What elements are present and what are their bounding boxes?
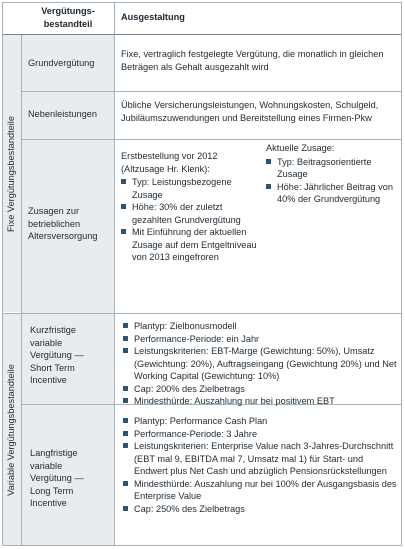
bullet-icon	[266, 159, 271, 164]
list-item: Leistungskriterien: EBT-Marge (Gewichtung: 50%), Umsatz (Gewichtung: 20%), Auftragseingang (Gewichtung 20%) und Net Working Capital (Gewichtung: 10%)	[123, 345, 397, 383]
pension-legacy-block	[121, 150, 261, 264]
bullet-icon	[121, 179, 126, 184]
pension-current-block	[266, 142, 398, 206]
row-label-pension: Zusagen zur betrieblichen Altersversorgung	[28, 206, 98, 242]
row-text-base-pay: Fixe, vertraglich festgelegte Vergütung, die monatlich in gleichen Beträgen als Gehalt ausgezahlt wird	[121, 49, 384, 72]
header-component-line2: bestandteil	[43, 18, 93, 29]
header-divider	[2, 34, 402, 35]
label-col-divider	[114, 2, 115, 546]
bullet-icon	[123, 506, 128, 511]
header-component-line1: Vergütungs-	[41, 6, 95, 16]
row-label-fringe-benefits: Nebenleistungen	[28, 109, 97, 119]
list-item: Cap: 250% des Zielbetrags	[123, 503, 397, 516]
row-divider	[22, 91, 402, 92]
bullet-icon	[123, 348, 128, 353]
list-item: Mit Einführung der aktuellen Zusage auf dem Entgeltniveau von 2013 eingefroren	[121, 226, 261, 264]
header-component	[24, 5, 112, 30]
list-item: Plantyp: Zielbonusmodell	[123, 320, 397, 333]
long-term-list	[123, 415, 397, 515]
row-label-base-pay: Grundvergütung	[28, 58, 95, 68]
long-term-details	[123, 415, 397, 515]
bullet-icon	[121, 229, 126, 234]
list-item: Höhe: 30% der zuletzt gezahlten Grundvergütung	[121, 201, 261, 226]
row-label-long-term-incentive: Langfristige variable Vergütung — Long Term Incentive	[30, 448, 84, 509]
short-term-list	[123, 320, 397, 408]
list-item: Performance-Periode: ein Jahr	[123, 333, 397, 346]
row-label-short-term-incentive: Kurzfristige variable Vergütung — Short Term Incentive	[30, 325, 84, 386]
header-design: Ausgestaltung	[121, 12, 185, 22]
border-top	[2, 2, 402, 3]
short-term-details	[123, 320, 397, 408]
list-item: Leistungskriterien: Enterprise Value nach 3-Jahres-Durchschnitt (EBT mal 9, EBITDA mal 7, Umsatz mal 1) für Start- und Endwert plus Net Cash und abzüglich Pensionsrückstellungen	[123, 440, 397, 478]
border-bottom	[2, 545, 402, 546]
list-item: Plantyp: Performance Cash Plan	[123, 415, 397, 428]
group-col-divider	[21, 35, 22, 546]
bullet-icon	[123, 323, 128, 328]
list-item: Typ: Beitragsorientierte Zusage	[266, 156, 398, 181]
bullet-icon	[123, 481, 128, 486]
row-divider	[22, 139, 402, 140]
list-item: Mindesthürde: Auszahlung nur bei 100% der Ausgangsbasis des Enterprise Value	[123, 478, 397, 503]
list-item: Typ: Leistungsbezogene Zusage	[121, 176, 261, 201]
list-item: Mindesthürde: Auszahlung nur bei positivem EBT	[123, 395, 397, 408]
fixed-group-label: Fixe Vergütungsbestandteile	[6, 116, 16, 232]
row-text-fringe-benefits: Übliche Versicherungsleistungen, Wohnungskosten, Schulgeld, Jubiläumszuwendungen und Bereitstellung eines Firmen-Pkw	[121, 100, 379, 123]
bullet-icon	[123, 386, 128, 391]
pension-current-list	[266, 156, 398, 206]
bullet-icon	[123, 418, 128, 423]
list-item: Performance-Periode: 3 Jahre	[123, 428, 397, 441]
bullet-icon	[123, 443, 128, 448]
bullet-icon	[266, 184, 271, 189]
group-divider	[2, 313, 402, 314]
variable-group-label: Variable Vergütungsbestandteile	[6, 364, 16, 496]
bullet-icon	[123, 336, 128, 341]
border-right	[401, 2, 402, 546]
bullet-icon	[121, 204, 126, 209]
bullet-icon	[123, 431, 128, 436]
pension-current-title: Aktuelle Zusage:	[266, 143, 335, 153]
bullet-icon	[123, 398, 128, 403]
compensation-table	[2, 2, 402, 546]
pension-legacy-list	[121, 176, 261, 264]
list-item: Höhe: Jährlicher Beitrag von 40% der Grundvergütung	[266, 181, 398, 206]
border-left	[2, 2, 3, 546]
list-item: Cap: 200% des Zielbetrags	[123, 383, 397, 396]
pension-legacy-title: Erstbestellung vor 2012 (Altzusage Hr. Klenk):	[121, 151, 218, 174]
